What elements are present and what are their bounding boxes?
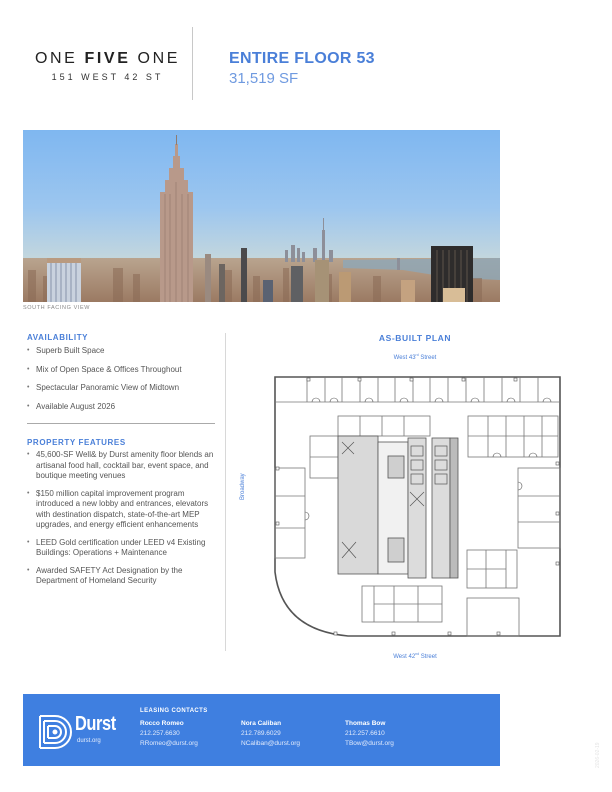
- list-item: • Awarded SAFETY Act Designation by the Department of Homeland Security: [27, 566, 217, 587]
- skyline-illustration: [23, 130, 500, 302]
- north-street-label: West 43rd Street: [393, 353, 437, 361]
- durst-logo-icon: [37, 712, 77, 752]
- contact-phone[interactable]: 212.789.6029: [241, 730, 281, 737]
- contact-name: Thomas Bow: [345, 720, 386, 727]
- availability-section: [27, 333, 217, 412]
- listing-title: ENTIRE FLOOR 53: [229, 50, 375, 67]
- features-heading: PROPERTY FEATURES: [27, 438, 126, 447]
- west-street-label: Broadway: [240, 473, 246, 500]
- features-section: [27, 438, 217, 587]
- list-item: • Available August 2026: [27, 402, 217, 413]
- skyline-photo: [23, 130, 500, 302]
- contact-card: [140, 719, 198, 749]
- contact-email[interactable]: TBow@durst.org: [345, 740, 394, 747]
- south-street-label: West 42nd Street: [393, 652, 437, 660]
- building-name: ONE FIVE ONE: [34, 50, 181, 67]
- contact-name: Nora Caliban: [241, 720, 282, 727]
- header-divider: [192, 27, 193, 100]
- list-item: • Mix of Open Space & Offices Throughout: [27, 365, 217, 376]
- contact-card: [345, 719, 394, 749]
- leasing-contacts-heading: LEASING CONTACTS: [140, 708, 208, 714]
- contact-name: Rocco Romeo: [140, 720, 184, 727]
- list-item: • Spectacular Panoramic View of Midtown: [27, 383, 217, 394]
- column-divider: [225, 333, 226, 651]
- contact-card: [241, 719, 300, 749]
- contact-email[interactable]: NCaliban@durst.org: [241, 740, 300, 747]
- logo-url[interactable]: durst.org: [77, 738, 101, 744]
- date-stamp: 2026-02-19: [595, 742, 601, 768]
- contact-phone[interactable]: 212.257.6610: [345, 730, 385, 737]
- photo-caption: SOUTH FACING VIEW: [23, 305, 91, 311]
- availability-heading: AVAILABILITY: [27, 333, 89, 342]
- list-item: • LEED Gold certification under LEED v4 Existing Buildings: Operations + Maintenance: [27, 538, 217, 559]
- contact-email[interactable]: RRomeo@durst.org: [140, 740, 198, 747]
- availability-list: [27, 346, 217, 412]
- section-divider: [27, 423, 215, 424]
- contact-phone[interactable]: 212.257.6630: [140, 730, 180, 737]
- building-address: 151 WEST 42 ST: [51, 72, 164, 82]
- list-item: • Superb Built Space: [27, 346, 217, 357]
- listing-square-feet: 31,519 SF: [229, 70, 299, 87]
- features-list: [27, 450, 217, 587]
- plan-title: AS-BUILT PLAN: [378, 333, 452, 343]
- footer: [23, 694, 500, 766]
- floor-plan: [270, 372, 562, 642]
- list-item: • 45,600-SF Well& by Durst amenity floor blends an artisanal food hall, cocktail bar, event space, and boutique meeting venues: [27, 450, 217, 482]
- logo-wordmark: Durst: [75, 713, 116, 735]
- list-item: • $150 million capital improvement program introduced a new lobby and entrances, elevators with destination dispatch, state-of-the-art MEP upgrades, and energy efficient enhancements: [27, 489, 217, 531]
